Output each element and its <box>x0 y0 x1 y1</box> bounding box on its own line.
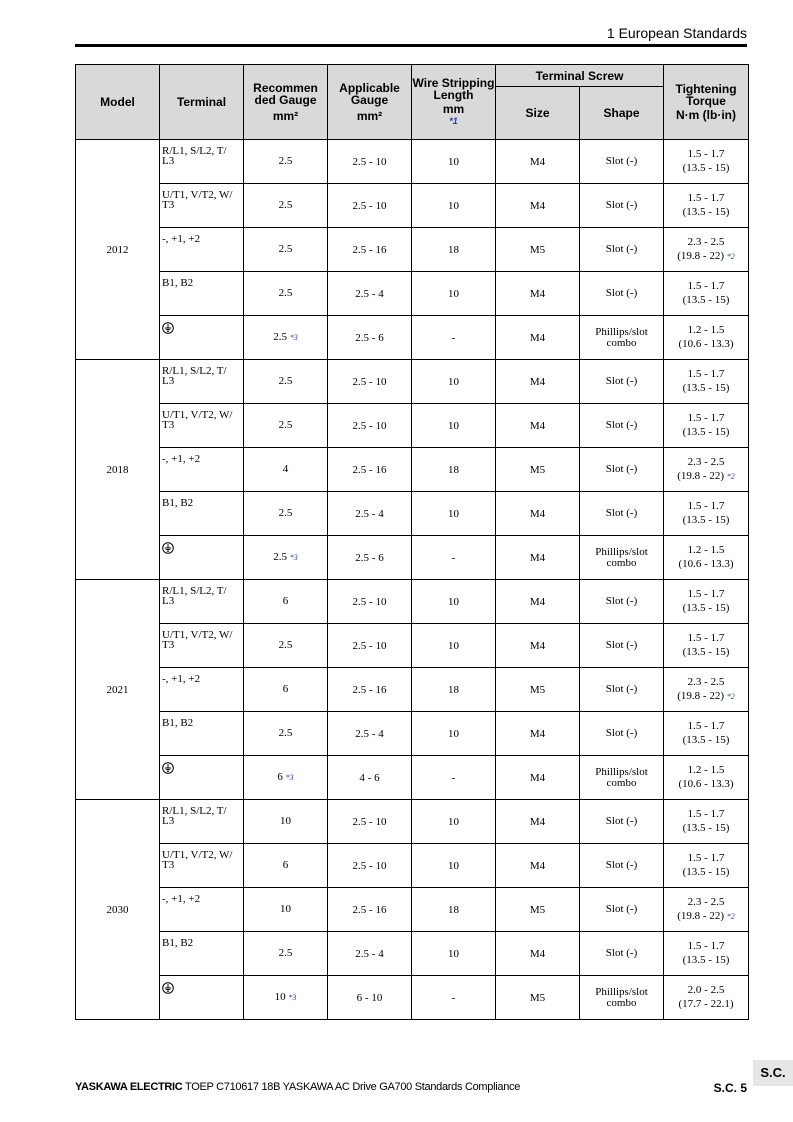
applicable-gauge-cell: 2.5 - 4 <box>328 712 412 756</box>
recommended-gauge-cell <box>244 976 328 1020</box>
header-applicable-gauge <box>328 65 412 140</box>
torque-lbin: (19.8 - 22) <box>677 690 725 702</box>
screw-size-cell: M4 <box>496 140 580 184</box>
recommended-gauge-cell <box>244 932 328 976</box>
model-cell: 2021 <box>76 580 160 800</box>
terminal-cell: B1, B2 <box>160 712 244 756</box>
torque-lbin: (13.5 - 15) <box>682 734 730 746</box>
torque-nm: 1.5 - 1.7 <box>687 280 725 292</box>
screw-size-cell: M5 <box>496 888 580 932</box>
terminal-cell: U/T1, V/T2, W/ T3 <box>160 844 244 888</box>
applicable-gauge-cell: 2.5 - 6 <box>328 536 412 580</box>
terminal-cell: R/L1, S/L2, T/ L3 <box>160 140 244 184</box>
torque-ref: *2 <box>726 252 735 261</box>
torque-lbin: (13.5 - 15) <box>682 866 730 878</box>
strip-length-cell: 10 <box>412 624 496 668</box>
screw-shape-cell: Slot (-) <box>580 272 664 316</box>
recommended-gauge-value: 6 <box>282 859 289 871</box>
recommended-gauge-cell <box>244 492 328 536</box>
torque-nm: 1.5 - 1.7 <box>687 148 725 160</box>
table-row <box>76 932 749 976</box>
table-row <box>76 404 749 448</box>
torque-lbin: (19.8 - 22) <box>677 470 725 482</box>
model-cell: 2030 <box>76 800 160 1020</box>
applicable-gauge-cell: 2.5 - 10 <box>328 624 412 668</box>
ground-icon <box>162 982 174 994</box>
torque-lbin: (13.5 - 15) <box>682 514 730 526</box>
recommended-gauge-value: 10 <box>280 815 291 827</box>
screw-shape-cell: Slot (-) <box>580 800 664 844</box>
strip-length-cell: 10 <box>412 492 496 536</box>
strip-length-cell: 10 <box>412 580 496 624</box>
recommended-gauge-value: 2.5 <box>278 507 293 519</box>
terminal-cell: B1, B2 <box>160 492 244 536</box>
table-row <box>76 184 749 228</box>
torque-nm: 1.5 - 1.7 <box>687 368 725 380</box>
header-torque-label: Tightening Torque <box>675 82 737 108</box>
torque-lbin: (13.5 - 15) <box>682 162 730 174</box>
torque-nm: 1.5 - 1.7 <box>687 852 725 864</box>
recommended-gauge-cell <box>244 228 328 272</box>
torque-nm: 1.5 - 1.7 <box>687 500 725 512</box>
screw-shape-cell: Phillips/slot combo <box>580 316 664 360</box>
terminal-cell: -, +1, +2 <box>160 668 244 712</box>
torque-cell <box>664 184 749 228</box>
torque-lbin: (10.6 - 13.3) <box>678 558 734 570</box>
recommended-gauge-cell <box>244 272 328 316</box>
recommended-gauge-value: 2.5 <box>273 551 287 563</box>
recommended-gauge-cell <box>244 756 328 800</box>
terminal-cell: U/T1, V/T2, W/ T3 <box>160 404 244 448</box>
recommended-gauge-ref: *3 <box>289 553 298 562</box>
strip-length-cell: 10 <box>412 404 496 448</box>
torque-cell <box>664 536 749 580</box>
recommended-gauge-value: 10 <box>280 903 291 915</box>
header-wire-label: Wire Stripping Length <box>412 76 495 102</box>
applicable-gauge-cell: 2.5 - 10 <box>328 404 412 448</box>
screw-size-cell: M4 <box>496 536 580 580</box>
torque-nm: 1.5 - 1.7 <box>687 588 725 600</box>
torque-lbin: (19.8 - 22) <box>677 910 725 922</box>
page-footer <box>75 1081 747 1095</box>
recommended-gauge-ref: *3 <box>289 333 298 342</box>
screw-shape-cell: Slot (-) <box>580 492 664 536</box>
strip-length-cell: 18 <box>412 888 496 932</box>
screw-shape-cell: Slot (-) <box>580 184 664 228</box>
recommended-gauge-cell <box>244 712 328 756</box>
screw-shape-cell: Phillips/slot combo <box>580 756 664 800</box>
screw-size-cell: M4 <box>496 712 580 756</box>
strip-length-cell: 10 <box>412 184 496 228</box>
applicable-gauge-cell: 2.5 - 10 <box>328 360 412 404</box>
header-rule <box>75 44 747 47</box>
ground-icon <box>162 322 174 334</box>
torque-lbin: (13.5 - 15) <box>682 602 730 614</box>
torque-nm: 1.5 - 1.7 <box>687 808 725 820</box>
table-row <box>76 140 749 184</box>
terminal-cell <box>160 316 244 360</box>
terminal-cell: -, +1, +2 <box>160 888 244 932</box>
torque-nm: 1.5 - 1.7 <box>687 940 725 952</box>
torque-cell <box>664 360 749 404</box>
applicable-gauge-cell: 2.5 - 10 <box>328 800 412 844</box>
torque-lbin: (13.5 - 15) <box>682 382 730 394</box>
recommended-gauge-cell <box>244 404 328 448</box>
table-row <box>76 668 749 712</box>
ground-icon <box>162 762 174 774</box>
recommended-gauge-cell <box>244 184 328 228</box>
torque-lbin: (13.5 - 15) <box>682 206 730 218</box>
recommended-gauge-value: 2.5 <box>278 947 293 959</box>
applicable-gauge-cell: 2.5 - 10 <box>328 184 412 228</box>
torque-cell <box>664 976 749 1020</box>
torque-cell <box>664 316 749 360</box>
applicable-gauge-cell: 2.5 - 4 <box>328 492 412 536</box>
strip-length-cell: - <box>412 316 496 360</box>
recommended-gauge-cell <box>244 580 328 624</box>
screw-size-cell: M4 <box>496 932 580 976</box>
torque-lbin: (13.5 - 15) <box>682 954 730 966</box>
screw-size-cell: M4 <box>496 360 580 404</box>
torque-nm: 1.5 - 1.7 <box>687 412 725 424</box>
table-row <box>76 844 749 888</box>
header-recommended-label: Recommen ded Gauge <box>253 81 318 107</box>
ground-icon <box>162 542 174 554</box>
header-applicable-unit: mm² <box>356 109 383 123</box>
screw-shape-cell: Slot (-) <box>580 404 664 448</box>
table-row <box>76 712 749 756</box>
recommended-gauge-value: 2.5 <box>278 727 293 739</box>
torque-cell <box>664 800 749 844</box>
table-row <box>76 448 749 492</box>
strip-length-cell: 18 <box>412 448 496 492</box>
torque-ref: *2 <box>726 472 735 481</box>
recommended-gauge-value: 2.5 <box>278 639 293 651</box>
terminal-cell: -, +1, +2 <box>160 448 244 492</box>
torque-nm: 1.2 - 1.5 <box>687 764 725 776</box>
recommended-gauge-value: 2.5 <box>278 199 293 211</box>
strip-length-cell: 10 <box>412 360 496 404</box>
torque-nm: 2.3 - 2.5 <box>687 676 725 688</box>
terminal-cell: R/L1, S/L2, T/ L3 <box>160 800 244 844</box>
screw-size-cell: M5 <box>496 976 580 1020</box>
terminal-cell <box>160 536 244 580</box>
screw-size-cell: M4 <box>496 316 580 360</box>
screw-size-cell: M5 <box>496 448 580 492</box>
screw-shape-cell: Slot (-) <box>580 888 664 932</box>
footer-doc-info <box>75 1081 520 1093</box>
strip-length-cell: 10 <box>412 800 496 844</box>
strip-length-cell: 10 <box>412 140 496 184</box>
screw-size-cell: M4 <box>496 272 580 316</box>
screw-shape-cell: Slot (-) <box>580 668 664 712</box>
table-row <box>76 360 749 404</box>
screw-shape-cell: Slot (-) <box>580 228 664 272</box>
screw-size-cell: M5 <box>496 228 580 272</box>
screw-shape-cell: Slot (-) <box>580 448 664 492</box>
torque-lbin: (10.6 - 13.3) <box>678 778 734 790</box>
strip-length-cell: 10 <box>412 844 496 888</box>
section-tab: S.C. <box>753 1060 793 1086</box>
torque-lbin: (13.5 - 15) <box>682 646 730 658</box>
torque-cell <box>664 272 749 316</box>
applicable-gauge-cell: 2.5 - 10 <box>328 140 412 184</box>
applicable-gauge-cell: 2.5 - 4 <box>328 932 412 976</box>
table-row <box>76 536 749 580</box>
header-torque-unit: N·m (lb·in) <box>676 108 736 122</box>
screw-size-cell: M4 <box>496 844 580 888</box>
section-title: 1 European Standards <box>606 25 747 41</box>
recommended-gauge-cell <box>244 140 328 184</box>
table-row <box>76 888 749 932</box>
recommended-gauge-cell <box>244 624 328 668</box>
strip-length-cell: - <box>412 756 496 800</box>
terminal-cell: R/L1, S/L2, T/ L3 <box>160 360 244 404</box>
screw-shape-cell: Slot (-) <box>580 712 664 756</box>
model-cell: 2012 <box>76 140 160 360</box>
recommended-gauge-value: 2.5 <box>278 155 293 167</box>
torque-cell <box>664 712 749 756</box>
screw-shape-cell: Phillips/slot combo <box>580 536 664 580</box>
torque-cell <box>664 844 749 888</box>
screw-size-cell: M4 <box>496 800 580 844</box>
table-body <box>76 140 749 1020</box>
torque-cell <box>664 140 749 184</box>
torque-lbin: (17.7 - 22.1) <box>678 998 734 1010</box>
torque-ref: *2 <box>726 692 735 701</box>
screw-size-cell: M4 <box>496 492 580 536</box>
table-row <box>76 976 749 1020</box>
recommended-gauge-cell <box>244 888 328 932</box>
torque-cell <box>664 492 749 536</box>
torque-cell <box>664 228 749 272</box>
terminal-cell: B1, B2 <box>160 932 244 976</box>
applicable-gauge-cell: 2.5 - 16 <box>328 448 412 492</box>
recommended-gauge-value: 4 <box>282 463 289 475</box>
strip-length-cell: 18 <box>412 228 496 272</box>
table-row <box>76 800 749 844</box>
torque-lbin: (13.5 - 15) <box>682 426 730 438</box>
recommended-gauge-value: 2.5 <box>278 375 293 387</box>
screw-size-cell: M4 <box>496 756 580 800</box>
torque-cell <box>664 756 749 800</box>
torque-lbin: (19.8 - 22) <box>677 250 725 262</box>
screw-shape-cell: Slot (-) <box>580 140 664 184</box>
recommended-gauge-value: 2.5 <box>278 243 293 255</box>
screw-size-cell: M4 <box>496 624 580 668</box>
terminal-cell: U/T1, V/T2, W/ T3 <box>160 624 244 668</box>
terminal-cell <box>160 976 244 1020</box>
applicable-gauge-cell: 2.5 - 16 <box>328 668 412 712</box>
torque-cell <box>664 932 749 976</box>
recommended-gauge-value: 2.5 <box>273 331 287 343</box>
strip-length-cell: - <box>412 976 496 1020</box>
applicable-gauge-cell: 2.5 - 4 <box>328 272 412 316</box>
strip-length-cell: 10 <box>412 712 496 756</box>
torque-lbin: (10.6 - 13.3) <box>678 338 734 350</box>
screw-shape-cell: Slot (-) <box>580 844 664 888</box>
recommended-gauge-cell <box>244 360 328 404</box>
table-row <box>76 492 749 536</box>
terminal-cell: -, +1, +2 <box>160 228 244 272</box>
recommended-gauge-cell <box>244 448 328 492</box>
torque-cell <box>664 404 749 448</box>
wire-gauge-table <box>75 64 749 1020</box>
strip-length-cell: - <box>412 536 496 580</box>
recommended-gauge-ref: *3 <box>285 773 294 782</box>
recommended-gauge-value: 2.5 <box>278 287 293 299</box>
terminal-cell: B1, B2 <box>160 272 244 316</box>
recommended-gauge-value: 6 <box>277 771 283 783</box>
torque-nm: 2.0 - 2.5 <box>687 984 725 996</box>
applicable-gauge-cell: 2.5 - 10 <box>328 844 412 888</box>
recommended-gauge-value: 2.5 <box>278 419 293 431</box>
applicable-gauge-cell: 2.5 - 16 <box>328 888 412 932</box>
torque-cell <box>664 668 749 712</box>
recommended-gauge-ref: *3 <box>288 993 297 1002</box>
screw-size-cell: M4 <box>496 580 580 624</box>
header-wire-stripping <box>412 65 496 140</box>
header-tightening-torque <box>664 65 749 140</box>
screw-shape-cell: Slot (-) <box>580 932 664 976</box>
header-wire-unit: mm <box>442 102 465 116</box>
header-terminal-screw: Terminal Screw <box>496 65 664 87</box>
header-applicable-label: Applicable Gauge <box>339 81 400 107</box>
recommended-gauge-cell <box>244 668 328 712</box>
header-model: Model <box>76 65 160 140</box>
header-recommended-unit: mm² <box>272 109 299 123</box>
applicable-gauge-cell: 6 - 10 <box>328 976 412 1020</box>
table-row <box>76 228 749 272</box>
torque-cell <box>664 580 749 624</box>
table-row <box>76 272 749 316</box>
header-wire-ref: *1 <box>449 116 458 126</box>
torque-ref: *2 <box>726 912 735 921</box>
recommended-gauge-cell <box>244 844 328 888</box>
footer-brand: YASKAWA ELECTRIC <box>75 1081 183 1093</box>
torque-nm: 2.3 - 2.5 <box>687 236 725 248</box>
table-row <box>76 580 749 624</box>
terminal-cell <box>160 756 244 800</box>
table-row <box>76 624 749 668</box>
strip-length-cell: 10 <box>412 272 496 316</box>
torque-cell <box>664 624 749 668</box>
recommended-gauge-value: 6 <box>282 683 289 695</box>
torque-cell <box>664 448 749 492</box>
page-number: S.C. 5 <box>713 1081 747 1095</box>
header-recommended-gauge <box>244 65 328 140</box>
torque-nm: 1.5 - 1.7 <box>687 192 725 204</box>
torque-nm: 2.3 - 2.5 <box>687 456 725 468</box>
torque-nm: 1.5 - 1.7 <box>687 720 725 732</box>
screw-size-cell: M4 <box>496 184 580 228</box>
applicable-gauge-cell: 2.5 - 6 <box>328 316 412 360</box>
torque-nm: 1.2 - 1.5 <box>687 324 725 336</box>
footer-doc-title: TOEP C710617 18B YASKAWA AC Drive GA700 Standards Compliance <box>182 1081 521 1093</box>
page-header <box>75 25 747 44</box>
screw-shape-cell: Slot (-) <box>580 360 664 404</box>
header-shape: Shape <box>580 87 664 140</box>
screw-shape-cell: Phillips/slot combo <box>580 976 664 1020</box>
torque-lbin: (13.5 - 15) <box>682 822 730 834</box>
torque-nm: 2.3 - 2.5 <box>687 896 725 908</box>
table-row <box>76 756 749 800</box>
model-cell: 2018 <box>76 360 160 580</box>
applicable-gauge-cell: 2.5 - 16 <box>328 228 412 272</box>
recommended-gauge-cell <box>244 316 328 360</box>
screw-size-cell: M5 <box>496 668 580 712</box>
torque-nm: 1.2 - 1.5 <box>687 544 725 556</box>
strip-length-cell: 10 <box>412 932 496 976</box>
applicable-gauge-cell: 2.5 - 10 <box>328 580 412 624</box>
recommended-gauge-cell <box>244 800 328 844</box>
table-row <box>76 316 749 360</box>
header-terminal: Terminal <box>160 65 244 140</box>
torque-cell <box>664 888 749 932</box>
recommended-gauge-value: 6 <box>282 595 289 607</box>
applicable-gauge-cell: 4 - 6 <box>328 756 412 800</box>
torque-lbin: (13.5 - 15) <box>682 294 730 306</box>
torque-nm: 1.5 - 1.7 <box>687 632 725 644</box>
strip-length-cell: 18 <box>412 668 496 712</box>
terminal-cell: R/L1, S/L2, T/ L3 <box>160 580 244 624</box>
screw-size-cell: M4 <box>496 404 580 448</box>
screw-shape-cell: Slot (-) <box>580 580 664 624</box>
header-size: Size <box>496 87 580 140</box>
recommended-gauge-value: 10 <box>274 991 286 1003</box>
screw-shape-cell: Slot (-) <box>580 624 664 668</box>
recommended-gauge-cell <box>244 536 328 580</box>
terminal-cell: U/T1, V/T2, W/ T3 <box>160 184 244 228</box>
